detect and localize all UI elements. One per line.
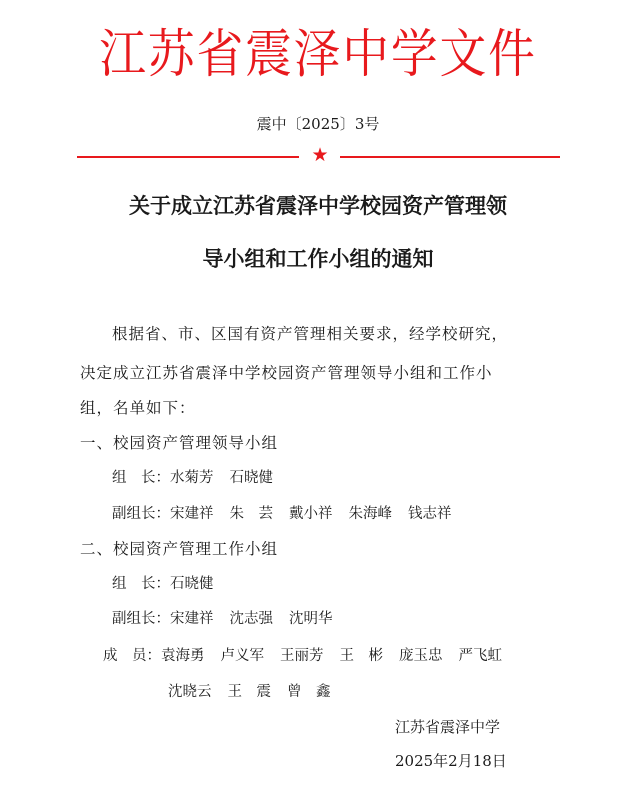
working-group-deputy-row: [112, 607, 333, 628]
notice-title-line-2: 导小组和工作小组的通知: [202, 247, 434, 271]
star-icon: ★: [311, 144, 329, 166]
leader-label: 组 长：: [112, 470, 170, 486]
member-name: 庞玉忠: [399, 648, 443, 664]
document-number: 震中〔2025〕3号: [256, 115, 380, 133]
signature-date: 2025年2月18日: [395, 752, 507, 770]
deputy-name: 宋建祥: [170, 611, 214, 627]
body-paragraph-line-2: 决定成立江苏省震泽中学校园资产管理领导小组和工作小: [80, 364, 493, 382]
member-name: 曾 鑫: [287, 684, 331, 700]
member-name: 卢义军: [220, 648, 264, 664]
leader-name: 水菊芳: [170, 470, 214, 486]
working-group-leader-row: [112, 572, 214, 593]
leader-label: 组 长：: [112, 576, 170, 592]
member-name: 王丽芳: [280, 648, 324, 664]
member-name: 袁海勇: [161, 648, 205, 664]
section-heading-working-group: 二、校园资产管理工作小组: [80, 540, 279, 558]
deputy-label: 副组长：: [112, 611, 170, 627]
leadership-group-leader-row: [112, 466, 273, 487]
body-paragraph-line-1: 根据省、市、区国有资产管理相关要求，经学校研究，: [112, 325, 509, 343]
masthead-title: 江苏省震泽中学文件: [99, 25, 537, 85]
member-name: 严飞虹: [458, 648, 502, 664]
working-group-member-row-2: [168, 680, 331, 701]
deputy-name: 朱海峰: [348, 506, 392, 522]
deputy-name: 戴小祥: [289, 506, 333, 522]
deputy-name: 沈明华: [289, 611, 333, 627]
leader-name: 石晓健: [229, 470, 273, 486]
notice-title-line-1: 关于成立江苏省震泽中学校园资产管理领: [129, 194, 507, 218]
deputy-name: 沈志强: [229, 611, 273, 627]
member-name: 沈晓云: [168, 684, 212, 700]
member-label: 成 员：: [103, 648, 161, 664]
header-divider-left: [77, 156, 299, 158]
member-name: 王 震: [227, 684, 271, 700]
leadership-group-deputy-row: [112, 502, 452, 523]
deputy-name: 朱 芸: [229, 506, 273, 522]
deputy-label: 副组长：: [112, 506, 170, 522]
deputy-name: 宋建祥: [170, 506, 214, 522]
member-name: 王 彬: [339, 648, 383, 664]
deputy-name: 钱志祥: [408, 506, 452, 522]
section-heading-leadership-group: 一、校园资产管理领导小组: [80, 434, 279, 452]
body-paragraph-line-3: 组，名单如下：: [80, 399, 196, 417]
working-group-member-row-1: [103, 644, 502, 665]
header-divider-right: [340, 156, 560, 158]
leader-name: 石晓健: [170, 576, 214, 592]
signature-organization: 江苏省震泽中学: [395, 718, 501, 736]
